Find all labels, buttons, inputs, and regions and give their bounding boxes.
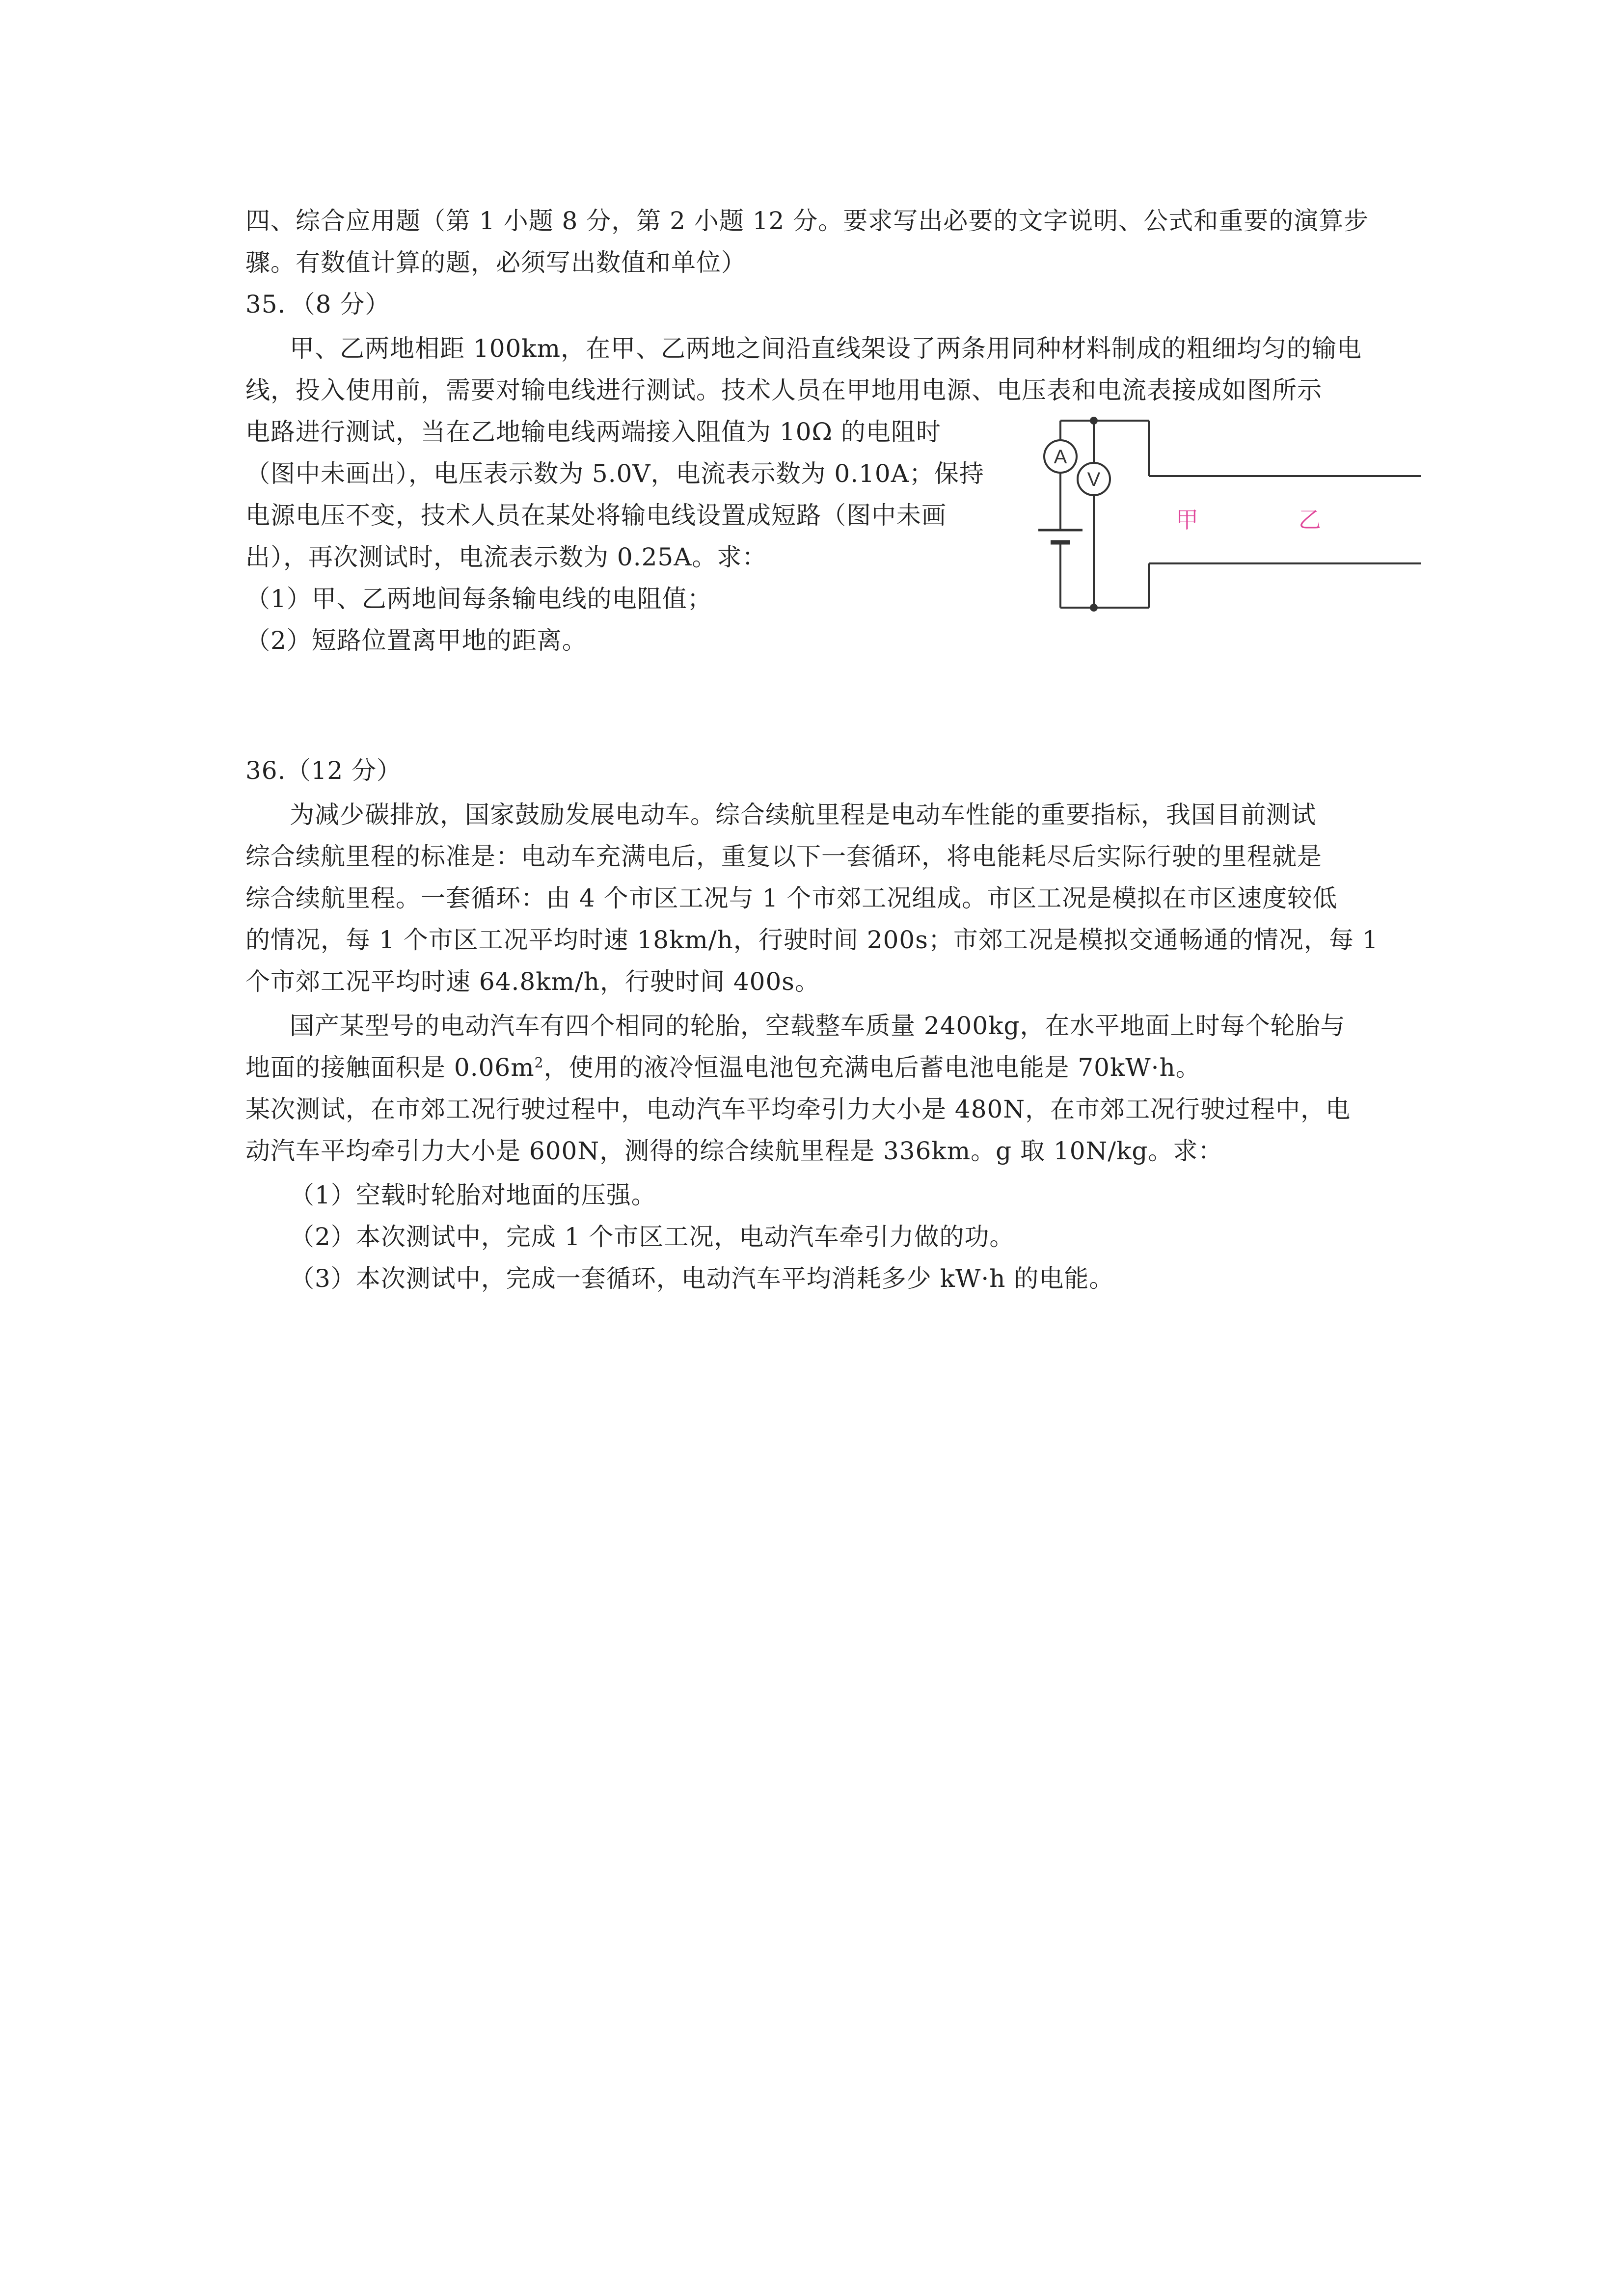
section-heading-line-1: 四、综合应用题（第 1 小题 8 分，第 2 小题 12 分。要求写出必要的文字说明、公式和重要的演算步 [245,207,1369,235]
area-exponent: 2 [534,1054,544,1071]
q36-p1-line-5: 个市郊工况平均时速 64.8km/h，行驶时间 400s。 [245,967,820,996]
q36-p3-line-2: 动汽车平均牵引力大小是 600N，测得的综合续航里程是 336km。g 取 10N/kg。求： [245,1137,1223,1165]
label-jia: 甲 [1176,507,1198,533]
q36-p1-line-4: 的情况，每 1 个市区工况平均时速 18km/h，行驶时间 200s；市郊工况是模拟交通畅通的情况，每 1 [245,926,1379,954]
q36-p1-line-3: 综合续航里程。一套循环：由 4 个市区工况与 1 个市郊工况组成。市区工况是模拟在市区速度较低 [245,884,1338,912]
battery-energy-text: ，使用的液冷恒温电池包充满电后蓄电池电能是 70kW·h。 [543,1053,1201,1082]
voltmeter-symbol: V [1087,469,1101,490]
q35-line-1: 甲、乙两地相距 100km，在甲、乙两地之间沿直线架设了两条用同种材料制成的粗细均匀的输电 [290,334,1362,363]
q36-p2-line-1: 国产某型号的电动汽车有四个相同的轮胎，空载整车质量 2400kg，在水平地面上时每个轮胎与 [290,1012,1346,1040]
q35-sub-1: （1）甲、乙两地间每条输电线的电阻值； [245,585,712,613]
circuit-diagram [1036,388,1424,618]
q36-sub-1: （1）空载时轮胎对地面的压强。 [290,1181,656,1209]
section-heading-line-2: 骤。有数值计算的题，必须写出数值和单位） [245,248,746,277]
q36-p1-line-2: 综合续航里程的标准是：电动车充满电后，重复以下一套循环，将电能耗尽后实际行驶的里程就是 [245,842,1322,871]
circuit-wires [1060,421,1421,608]
label-yi: 乙 [1299,507,1321,533]
q35-line-4: （图中未画出），电压表示数为 5.0V，电流表示数为 0.10A；保持 [245,459,984,488]
ammeter-symbol: A [1054,446,1067,468]
q35-line-5: 电源电压不变，技术人员在某处将输电线设置成短路（图中未画 [245,501,947,530]
junction-dot-bottom [1090,604,1098,612]
q36-p1-line-1: 为减少碳排放，国家鼓励发展电动车。综合续航里程是电动车性能的重要指标，我国目前测试 [290,801,1316,829]
q36-p3-line-1: 某次测试，在市郊工况行驶过程中，电动汽车平均牵引力大小是 480N，在市郊工况行驶过程中，电 [245,1095,1351,1123]
q35-number: 35．（8 分） [245,290,390,319]
area-text: 地面的接触面积是 0.06m [245,1053,535,1082]
junction-dot-top [1090,417,1098,425]
q35-line-6: 出），再次测试时，电流表示数为 0.25A。求： [245,543,767,571]
q35-line-2: 线，投入使用前，需要对输电线进行测试。技术人员在甲地用电源、电压表和电流表接成如图所示 [245,376,1322,404]
q36-number: 36.（12 分） [245,756,402,785]
q36-sub-2: （2）本次测试中，完成 1 个市区工况，电动汽车牵引力做的功。 [290,1223,1015,1251]
q36-sub-3: （3）本次测试中，完成一套循环，电动汽车平均消耗多少 kW·h 的电能。 [290,1264,1114,1293]
q36-p2-line-2 [245,1053,1201,1082]
q35-line-3: 电路进行测试，当在乙地输电线两端接入阻值为 10Ω 的电阻时 [245,418,941,446]
q35-sub-2: （2）短路位置离甲地的距离。 [245,626,587,655]
